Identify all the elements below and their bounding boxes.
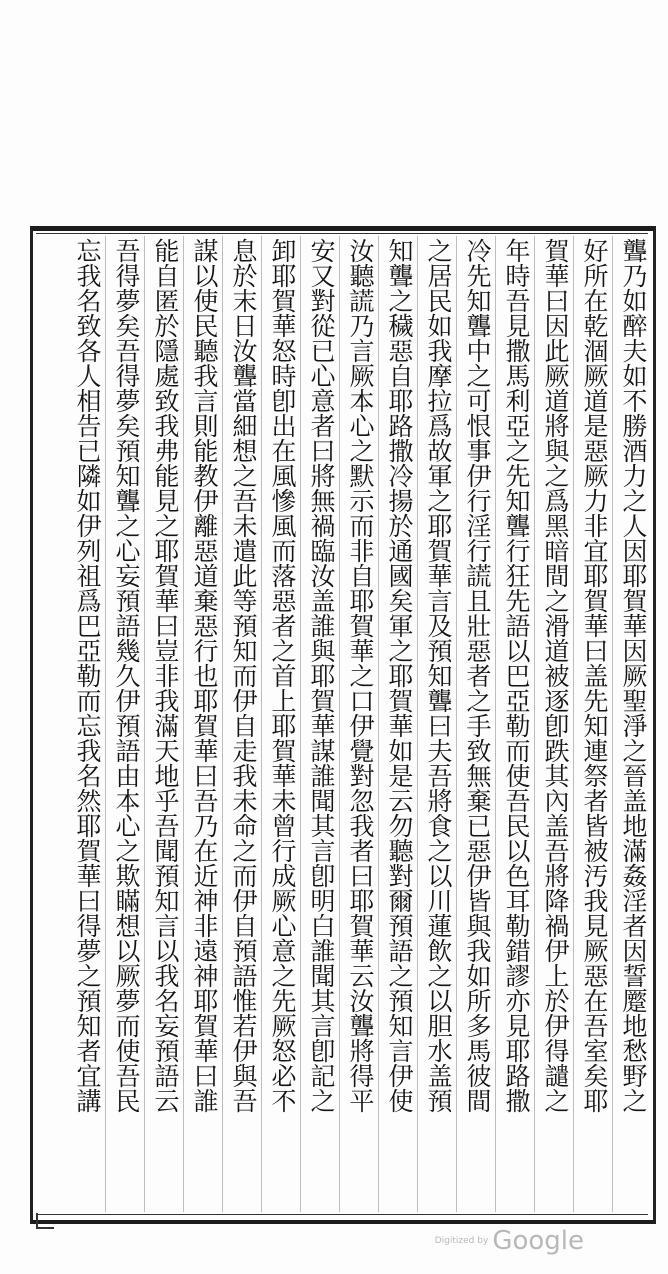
column-rule [456, 236, 457, 1212]
text-column-6: 之居民如我摩拉爲故軍之耶賀華言及預知聾曰夫吾將食之以川蓮飲之以胆水盖預 [424, 238, 453, 1113]
column-rule [339, 236, 340, 1212]
text-column-7: 知聾之穢惡自耶路撒冷揚於通國矣軍之耶賀華如是云勿聽對爾預語之預知言伊使 [385, 238, 414, 1113]
text-column-9: 安又對從已心意者曰將無禍臨汝盖誰與耶賀華謀誰聞其言卽明白誰聞其言卽記之 [307, 238, 336, 1113]
text-column-15: 忘我名致各人相告已隣如伊列祖爲巴亞勒而忘我名然耶賀華曰得夢之預知者宜講 [73, 238, 102, 1113]
column-rule [105, 236, 106, 1212]
column-rule [183, 236, 184, 1212]
column-rule [612, 236, 613, 1212]
text-column-14: 吾得夢矣吾得夢矣預知聾之心妄預語幾久伊預語由本心之欺瞞想以厥夢而使吾民 [112, 238, 141, 1113]
column-rule [417, 236, 418, 1212]
text-column-8: 汝聽謊乃言厥本心之默示而非自耶賀華之口伊覺對忽我者曰耶賀華云汝聾將得平 [346, 238, 375, 1113]
google-logo: Google [492, 1226, 584, 1256]
text-column-10: 卸耶賀華怒時卽出在風慘風而落惡者之首上耶賀華未曾行成厥心意之先厥怒必不 [268, 238, 297, 1113]
column-rule [495, 236, 496, 1212]
column-rule [261, 236, 262, 1212]
column-rule [378, 236, 379, 1212]
corner-mark [36, 1213, 54, 1229]
text-column-4: 年時吾見撒馬利亞之先知聾行狂先語以巴亞勒而使吾民以色耳勒錯謬亦見耶路撒 [502, 238, 531, 1113]
text-column-13: 能自匿於隱處致我弗能見之耶賀華曰豈非我滿天地乎吾聞預知言以我名妄預語云 [151, 238, 180, 1113]
text-column-3: 賀華曰因此厥道將與之爲黑暗間之滑道被逐卽跌其內盖吾將降禍伊上於伊得譴之 [541, 238, 570, 1113]
column-rule [573, 236, 574, 1212]
column-rule [534, 236, 535, 1212]
column-rule [222, 236, 223, 1212]
text-column-12: 謀以使民聽我言則能教伊離惡道棄惡行也耶賀華曰吾乃在近神非遠神耶賀華曰誰 [190, 238, 219, 1113]
text-column-1: 聾乃如醉夫如不勝酒力之人因耶賀華因厥聖淨之晉盖地滿姦淫者因誓蹷地愁野之 [619, 238, 648, 1113]
watermark-prefix: Digitized by [434, 1236, 489, 1246]
column-rule [144, 236, 145, 1212]
text-column-2: 好所在乾涸厥道是惡厥力非宜耶賀華曰盖先知連祭者皆被汚我見厥惡在吾室矣耶 [580, 238, 609, 1113]
digitized-watermark [435, 1226, 584, 1256]
text-column-5: 冷先知聾中之可恨事伊行淫行謊且壯惡者之手致無棄已惡伊皆與我如所多馬彼間 [463, 238, 492, 1113]
text-column-11: 息於末日汝聾當細想之吾未遣此等預知而伊自走我未命之而伊自預語惟若伊與吾 [229, 238, 258, 1113]
column-rule [300, 236, 301, 1212]
